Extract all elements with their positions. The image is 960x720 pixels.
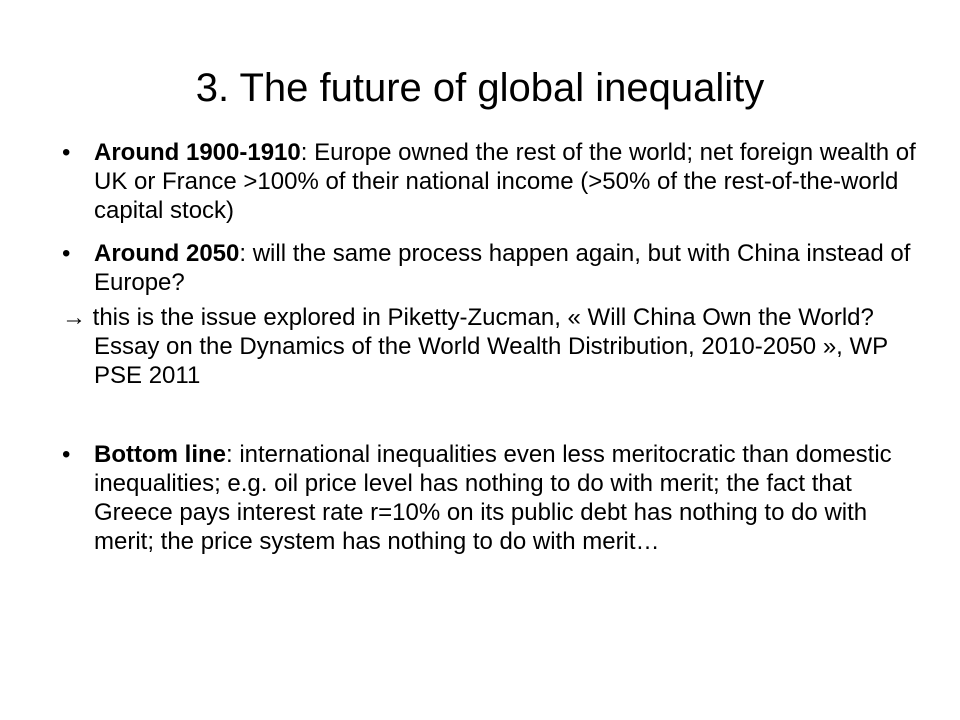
reference-note: → this is the issue explored in Piketty-Zucman, « Will China Own the World? Essay on the Dynamics of the World Wealth Distribution, 2010-2050 », WP PSE 2011 <box>62 304 888 389</box>
bullet-text: : will the same process happen again, but with China instead of Europe? <box>94 240 911 296</box>
bullet-text: : international inequalities even less meritocratic than domestic inequalities; e.g. oil price level has nothing to do with merit; the fact that Greece pays interest rate r=10% on its public debt has nothing to do with merit; the price system has nothing to do with merit… <box>94 441 892 555</box>
bullet-text: : Europe owned the rest of the world; net foreign wealth of UK or France >100% of their national income (>50% of the rest-of-the-world capital stock) <box>94 139 916 224</box>
slide-body <box>62 138 922 556</box>
bullet-lead: Bottom line <box>94 441 226 468</box>
bullet-icon: • <box>62 139 71 166</box>
bullet-item-2050 <box>62 239 922 297</box>
bullet-item-1900 <box>62 138 922 225</box>
bullet-icon: • <box>62 441 71 468</box>
bullet-icon: • <box>62 240 71 267</box>
bullet-lead: Around 1900-1910 <box>94 139 301 166</box>
bullet-lead: Around 2050 <box>94 240 240 267</box>
slide-title: 3. The future of global inequality <box>195 66 765 110</box>
bullet-item-bottom-line <box>62 440 922 556</box>
